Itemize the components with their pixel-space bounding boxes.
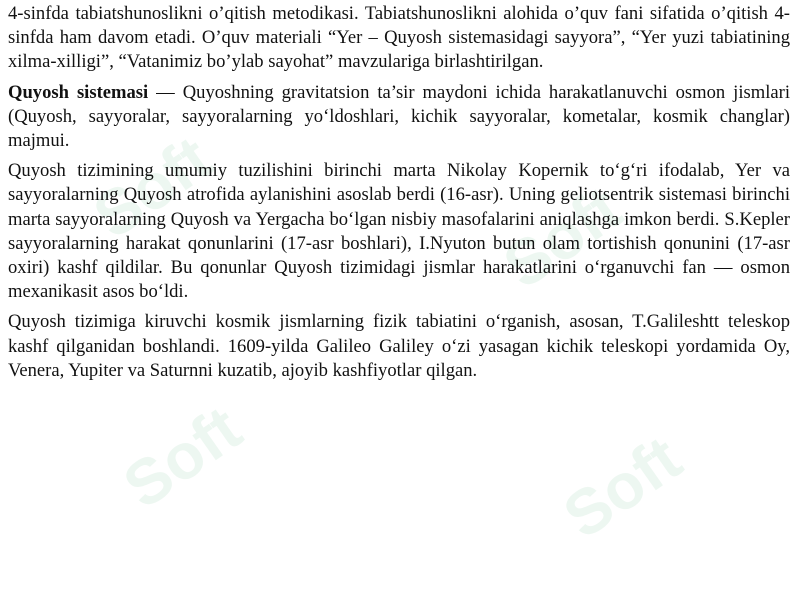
watermark-logo-2: Soft: [490, 171, 634, 303]
paragraph-definition: [8, 81, 790, 154]
watermark-logo-3: Soft: [110, 391, 254, 523]
watermark-logo-4: Soft: [550, 421, 694, 553]
paragraph-telescope: Quyosh tizimiga kiruvchi kosmik jismlarning fizik tabiatini o‘rganish, asosan, T.Galileshtt teleskop kashf qilganidan boshlandi. 1609-yilda Galileo Galiley o‘zi yasagan kichik teleskopi yordamida Oy, Venera, Yupiter va Saturnni kuzatib, ajoyib kashfiyotlar qilgan.: [8, 311, 790, 381]
document-page: [8, 2, 790, 389]
paragraph-intro: 4-sinfda tabiatshunoslikni o’qitish metodikasi. Tabiatshunoslikni alohida o’quv fani sifatida o’qitish 4-sinfda ham davom etadi. O’quv materiali “Yer – Quyosh sistemasidagi sayyora”, “Yer yuzi tabiatining xilma-xilligi”, “Vatanimiz bo’ylab sayohat” mavzulariga birlashtirilgan.: [8, 3, 790, 73]
defined-term: Quyosh sistemasi: [8, 81, 149, 103]
definition-text: — Quyoshning gravitatsion ta’sir maydoni ichida harakatlanuvchi osmon jismlari (Quyosh, sayyoralar, sayyoralarning yo‘ldoshlari, kichik sayyoralar, kometalar, kosmik changlar) majmui.: [8, 81, 790, 152]
watermark-logo-1: Soft: [80, 121, 224, 253]
paragraph-history: Quyosh tizimining umumiy tuzilishini birinchi marta Nikolay Kopernik to‘g‘ri ifodalab, Yer va sayyoralarning Quyosh atrofida aylanishini asoslab berdi (16-asr). Uning geliotsentrik sistemasi birinchi marta sayyoralarning Quyosh va Yergacha bo‘lgan nisbiy masofalarini aniqlashga imkon berdi. S.Kepler sayyoralarning harakat qonunlarini (17-asr boshlari), I.Nyuton butun olam tortishish qonunini (17-asr oxiri) kashf qildilar. Bu qonunlar Quyosh tizimidagi jismlar harakatlarini o‘rganuvchi fan — osmon mexanikasit asos bo‘ldi.: [8, 160, 790, 303]
